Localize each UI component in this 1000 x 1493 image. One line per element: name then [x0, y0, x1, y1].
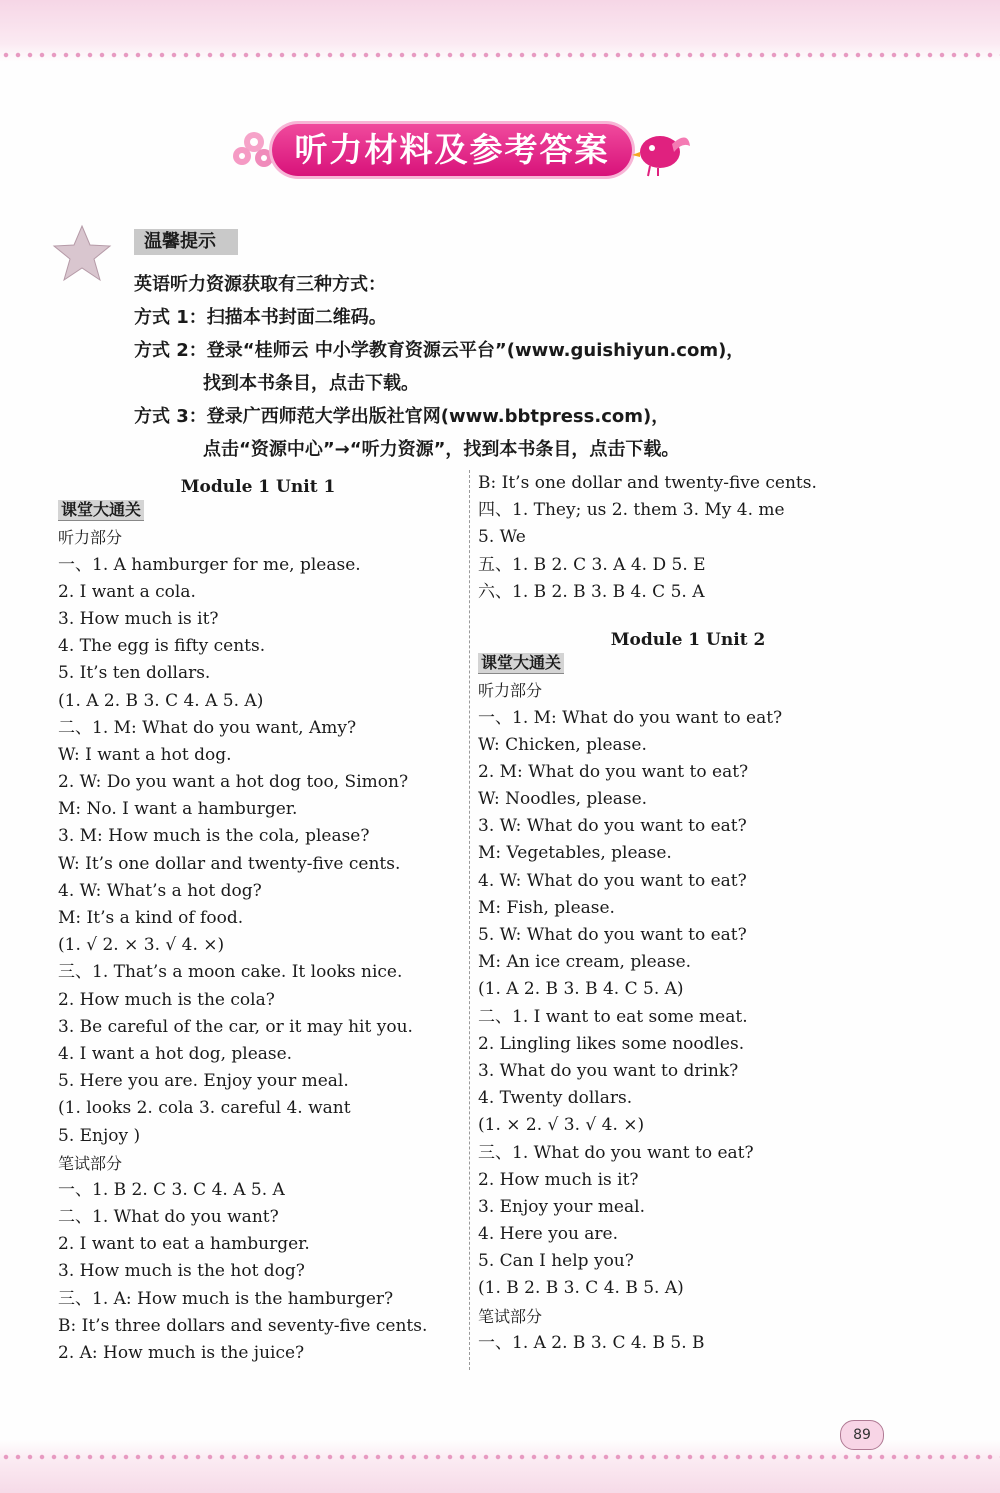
answer-line: 3. M: How much is the cola, please? [58, 826, 370, 847]
answer-line: (1. A 2. B 3. B 4. C 5. A) [478, 979, 684, 1000]
answer-line: B: It’s three dollars and seventy-five cents. [58, 1315, 428, 1336]
answer-line: (1. looks 2. cola 3. careful 4. want [58, 1098, 351, 1119]
page-title: 听力材料及参考答案 [272, 124, 632, 176]
star-icon [52, 224, 112, 282]
answer-line: B: It’s one dollar and twenty-five cents. [478, 473, 817, 493]
answer-line: 一、1. A hamburger for me, please. [58, 554, 361, 575]
answer-line: 4. The egg is fifty cents. [58, 636, 266, 657]
answer-line: 一、1. B 2. C 3. C 4. A 5. A [58, 1179, 285, 1200]
right-answer-column [478, 470, 898, 1357]
tips-line: 方式 3：登录广西师范大学出版社官网(www.bbtpress.com)， [134, 406, 670, 427]
section-tag: 课堂大通关 [478, 653, 564, 674]
tips-line: 方式 1：扫描本书封面二维码。 [134, 307, 387, 328]
section-tag: 课堂大通关 [58, 500, 144, 521]
answer-line: 2. I want a cola. [58, 581, 196, 602]
answer-line: 5. W: What do you want to eat? [478, 925, 747, 945]
section-subheading: 笔试部分 [478, 1306, 543, 1326]
tips-line: 方式 2：登录“桂师云 中小学教育资源云平台”(www.guishiyun.com)， [134, 340, 745, 361]
answer-line: 2. How much is the cola? [58, 989, 275, 1010]
bird-icon [632, 122, 692, 178]
answer-line: 4. W: What do you want to eat? [478, 870, 747, 891]
answer-line: M: Vegetables, please. [478, 843, 672, 864]
column-spacer [478, 606, 898, 623]
answer-line: 2. M: What do you want to eat? [478, 761, 749, 782]
tips-label: 温馨提示 [134, 229, 238, 255]
answer-line: 3. Be careful of the car, or it may hit you. [58, 1016, 413, 1037]
answer-line: 3. How much is the hot dog? [58, 1261, 305, 1282]
tips-line: 英语听力资源获取有三种方式： [134, 274, 386, 295]
answer-line: 三、1. A: How much is the hamburger? [58, 1288, 394, 1309]
answer-line: 4. W: What’s a hot dog? [58, 880, 262, 901]
column-divider [469, 470, 470, 1370]
answer-line: 4. I want a hot dog, please. [58, 1043, 293, 1064]
left-answer-column [58, 470, 458, 1367]
answer-line: 4. Twenty dollars. [478, 1088, 633, 1109]
answer-line: 二、1. I want to eat some meat. [478, 1006, 748, 1027]
answer-line: 3. What do you want to drink? [478, 1060, 739, 1081]
tips-line: 点击“资源中心”→“听力资源”，找到本书条目，点击下载。 [203, 439, 680, 460]
section-tag-row [58, 497, 458, 524]
answer-line: 二、1. M: What do you want, Amy? [58, 717, 357, 738]
answer-line: 2. A: How much is the juice? [58, 1343, 305, 1363]
answer-line: W: It’s one dollar and twenty-five cents. [58, 853, 401, 874]
answer-line: 二、1. What do you want? [58, 1207, 279, 1228]
answer-line: W: Chicken, please. [478, 734, 647, 755]
unit-heading: Module 1 Unit 1 [180, 477, 336, 497]
section-subheading: 听力部分 [478, 681, 543, 701]
tips-line: 找到本书条目，点击下载。 [203, 373, 419, 394]
section-tag-row [478, 650, 898, 677]
answer-line: M: No. I want a hamburger. [58, 799, 298, 820]
answer-line: (1. B 2. B 3. C 4. B 5. A) [478, 1278, 684, 1299]
unit-heading: Module 1 Unit 2 [610, 629, 766, 650]
title-banner [230, 118, 700, 188]
answer-line: (1. A 2. B 3. C 4. A 5. A) [58, 690, 264, 711]
answer-line: 六、1. B 2. B 3. B 4. C 5. A [478, 581, 705, 602]
answer-line: W: I want a hot dog. [58, 744, 232, 765]
answer-line: W: Noodles, please. [478, 789, 648, 810]
answer-line: 5. Here you are. Enjoy your meal. [58, 1071, 349, 1092]
answer-line: 五、1. B 2. C 3. A 4. D 5. E [478, 554, 706, 575]
answer-line: 5. We [478, 527, 526, 548]
answer-line: 5. Enjoy ) [58, 1125, 141, 1146]
answer-line: 5. It’s ten dollars. [58, 663, 211, 684]
answer-line: 5. Can I help you? [478, 1251, 634, 1272]
page-number: 89 [840, 1420, 884, 1450]
answer-line: 2. W: Do you want a hot dog too, Simon? [58, 772, 409, 793]
answer-line: 2. Lingling likes some noodles. [478, 1033, 745, 1054]
answer-line: 三、1. What do you want to eat? [478, 1142, 754, 1163]
answer-line: (1. √ 2. × 3. √ 4. ×) [58, 935, 225, 956]
answer-line: M: It’s a kind of food. [58, 908, 244, 928]
answer-line: 2. I want to eat a hamburger. [58, 1234, 310, 1255]
answer-line: 3. How much is it? [58, 608, 219, 629]
flower-icon [230, 126, 278, 178]
top-decorative-band [0, 0, 1000, 62]
answer-line: M: Fish, please. [478, 897, 615, 918]
answer-line: 一、1. M: What do you want to eat? [478, 707, 783, 728]
answer-line: 2. How much is it? [478, 1169, 639, 1190]
section-subheading: 笔试部分 [58, 1153, 123, 1173]
answer-line: (1. × 2. √ 3. √ 4. ×) [478, 1115, 645, 1136]
answer-line: 3. Enjoy your meal. [478, 1196, 645, 1217]
answer-line: 3. W: What do you want to eat? [478, 816, 747, 837]
answer-line: 一、1. A 2. B 3. C 4. B 5. B [478, 1332, 705, 1353]
section-subheading: 听力部分 [58, 528, 123, 548]
answer-line: 4. Here you are. [478, 1224, 619, 1245]
answer-line: 三、1. That’s a moon cake. It looks nice. [58, 962, 403, 983]
answer-line: M: An ice cream, please. [478, 952, 692, 973]
answer-line: 四、1. They; us 2. them 3. My 4. me [478, 500, 785, 521]
